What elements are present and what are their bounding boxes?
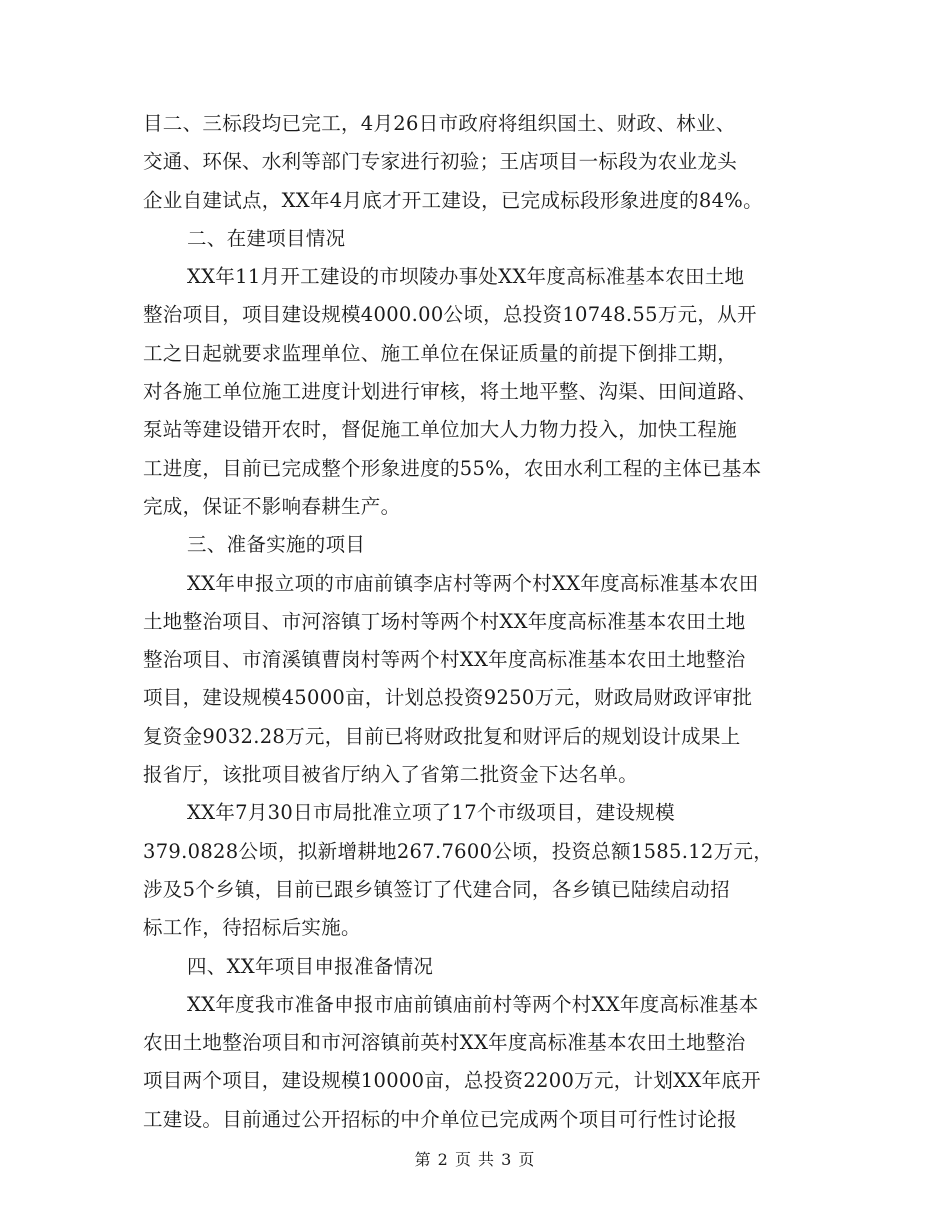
text-line: XX年申报立项的市庙前镇李店村等两个村XX年度高标准基本农田 (187, 571, 759, 595)
text-line: 项目，建设规模45000亩，计划总投资9250万元，财政局财政评审批 (143, 686, 753, 710)
text-line: 工进度，目前已完成整个形象进度的55%，农田水利工程的主体已基本 (143, 456, 762, 480)
text-line: 报省厅，该批项目被省厅纳入了省第二批资金下达名单。 (143, 763, 639, 787)
text-line: 完成，保证不影响春耕生产。 (143, 494, 401, 518)
text-line: 整治项目，项目建设规模4000.00公顷，总投资10748.55万元，从开 (143, 303, 757, 327)
text-line: 复资金9032.28万元，目前已将财政批复和财评后的规划设计成果上 (143, 724, 741, 748)
text-line: 二、在建项目情况 (187, 226, 346, 250)
text-line: 涉及5个乡镇，目前已跟乡镇签订了代建合同，各乡镇已陆续启动招 (143, 877, 730, 901)
text-line: XX年7月30日市局批准立项了17个市级项目，建设规模 (187, 801, 675, 825)
text-line: 工建设。目前通过公开招标的中介单位已完成两个项目可行性讨论报 (143, 1107, 738, 1131)
text-line: 四、XX年项目申报准备情况 (187, 954, 434, 978)
text-line: 项目两个项目，建设规模10000亩，总投资2200万元，计划XX年底开 (143, 1069, 761, 1093)
text-line: 工之日起就要求监理单位、施工单位在保证质量的前提下倒排工期， (143, 341, 738, 365)
text-line: 379.0828公顷，拟新增耕地267.7600公顷，投资总额1585.12万元， (143, 839, 774, 863)
text-line: 整治项目、市淯溪镇曹岗村等两个村XX年度高标准基本农田土地整治 (143, 648, 746, 672)
text-line: 土地整治项目、市河溶镇丁场村等两个村XX年度高标准基本农田土地 (143, 609, 746, 633)
page-number-footer: 第 2 页 共 3 页 (414, 1150, 536, 1169)
text-line: XX年11月开工建设的市坝陵办事处XX年度高标准基本农田土地 (187, 265, 745, 289)
text-line: 三、准备实施的项目 (187, 533, 366, 557)
text-line: 目二、三标段均已完工，4月26日市政府将组织国土、财政、林业、 (143, 112, 736, 135)
text-line: XX年度我市准备申报市庙前镇庙前村等两个村XX年度高标准基本 (187, 992, 759, 1016)
text-line: 泵站等建设错开农时，督促施工单位加大人力物力投入，加快工程施 (143, 418, 738, 442)
text-line: 对各施工单位施工进度计划进行审核，将土地平整、沟渠、田间道路、 (143, 380, 757, 404)
text-line: 农田土地整治项目和市河溶镇前英村XX年度高标准基本农田土地整治 (143, 1031, 746, 1055)
text-line: 标工作，待招标后实施。 (143, 916, 361, 940)
text-line: 交通、环保、水利等部门专家进行初验；王店项目一标段为农业龙头 (143, 150, 738, 174)
text-line: 企业自建试点，XX年4月底才开工建设，已完成标段形象进度的84%。 (143, 188, 763, 212)
document-body (143, 105, 808, 1139)
